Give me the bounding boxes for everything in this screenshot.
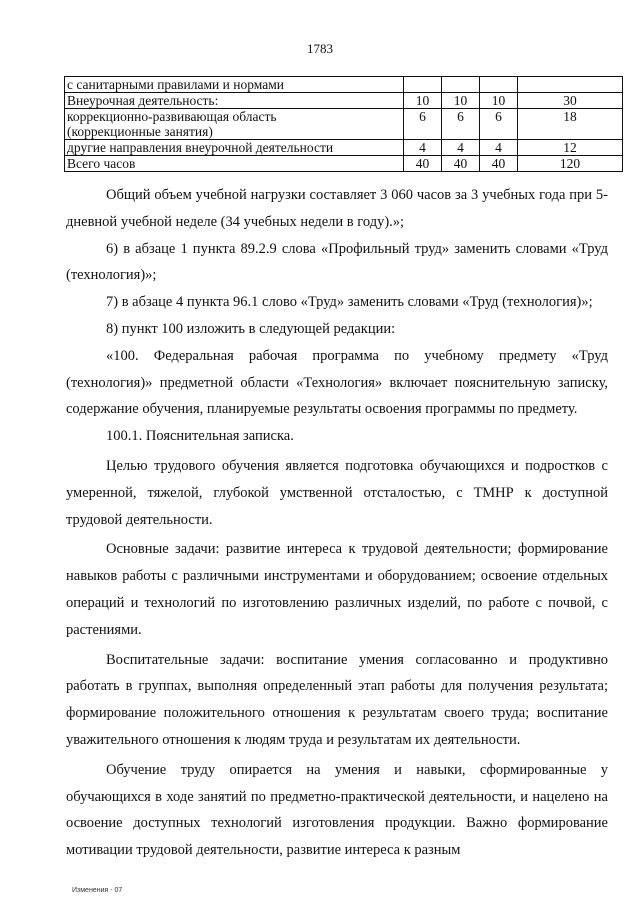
table-row <box>65 77 623 93</box>
table-cell-total: 12 <box>518 140 623 156</box>
table-cell: 4 <box>404 140 442 156</box>
table-cell <box>480 77 518 93</box>
paragraph: Основные задачи: развитие интереса к трудовой деятельности; формирование навыков работы с различными инструментами и оборудованием; освоение отдельных операций и технологий по изготовлению различных изделий, по работе с почвой, с растениями. <box>66 541 608 638</box>
table-cell-label: Внеурочная деятельность: <box>65 93 404 109</box>
table-cell-total: 120 <box>518 156 623 172</box>
table-cell-total: 18 <box>518 109 623 140</box>
table-row <box>65 156 623 172</box>
table-cell: 40 <box>404 156 442 172</box>
table-row <box>65 140 623 156</box>
paragraph: Обучение труду опирается на умения и навыки, сформированные у обучающихся в ходе занятий по предметно-практической деятельности, и нацелено на освоение доступных технологий изготовления продукции. Важно формирование мотивации трудовой деятельности, развитие интереса к разным <box>66 761 608 859</box>
table-cell <box>404 77 442 93</box>
table-cell: 40 <box>442 156 480 172</box>
table-cell-label-line: коррекционно-развивающая область <box>67 109 277 124</box>
table-row <box>65 109 623 140</box>
paragraph: Воспитательные задачи: воспитание умения согласованно и продуктивно работать в группах, выполняя определенный этап работы для получения результата; формирование положительного отношения к результатам своего труда; воспитание уважительного отношения к людям труда и результатам их деятельности. <box>66 651 608 748</box>
table-cell: 4 <box>480 140 518 156</box>
table-cell-total <box>518 77 623 93</box>
paragraph: Общий объем учебной нагрузки составляет 3 060 часов за 3 учебных года при 5-дневной учебной неделе (34 учебных недели в году).»; <box>66 187 608 230</box>
table-cell: 6 <box>404 109 442 140</box>
table-cell: 6 <box>480 109 518 140</box>
page-number: 1783 <box>307 41 333 56</box>
hours-table <box>64 76 623 172</box>
table-cell-label-line: (коррекционные занятия) <box>67 124 213 139</box>
table-cell <box>442 77 480 93</box>
table-cell: 4 <box>442 140 480 156</box>
paragraph: Целью трудового обучения является подготовка обучающихся и подростков с умеренной, тяжелой, глубокой умственной отсталостью, с ТМНР к доступной трудовой деятельности. <box>66 457 608 528</box>
table-cell-label: Всего часов <box>65 156 404 172</box>
document-body <box>66 182 608 864</box>
table-cell-label: с санитарными правилами и нормами <box>65 77 404 93</box>
footer-revision-note: Изменения - 07 <box>72 887 123 894</box>
table-cell: 10 <box>404 93 442 109</box>
paragraph: «100. Федеральная рабочая программа по учебному предмету «Труд (технология)» предметной области «Технология» включает пояснительную записку, содержание обучения, планируемые результаты освоения программы по предмету. <box>66 347 608 418</box>
paragraph: 6) в абзаце 1 пункта 89.2.9 слова «Профильный труд» заменить словами «Труд (технология)»; <box>66 240 608 284</box>
table-cell: 6 <box>442 109 480 140</box>
table-cell: 40 <box>480 156 518 172</box>
paragraph: 100.1. Пояснительная записка. <box>106 428 294 445</box>
table-cell: 10 <box>442 93 480 109</box>
table-cell-total: 30 <box>518 93 623 109</box>
table-cell-label <box>65 109 404 140</box>
table-cell-label: другие направления внеурочной деятельности <box>65 140 404 156</box>
table-cell: 10 <box>480 93 518 109</box>
table-row <box>65 93 623 109</box>
paragraph: 8) пункт 100 изложить в следующей редакции: <box>106 320 396 337</box>
paragraph: 7) в абзаце 4 пункта 96.1 слово «Труд» заменить словами «Труд (технология)»; <box>106 294 593 311</box>
